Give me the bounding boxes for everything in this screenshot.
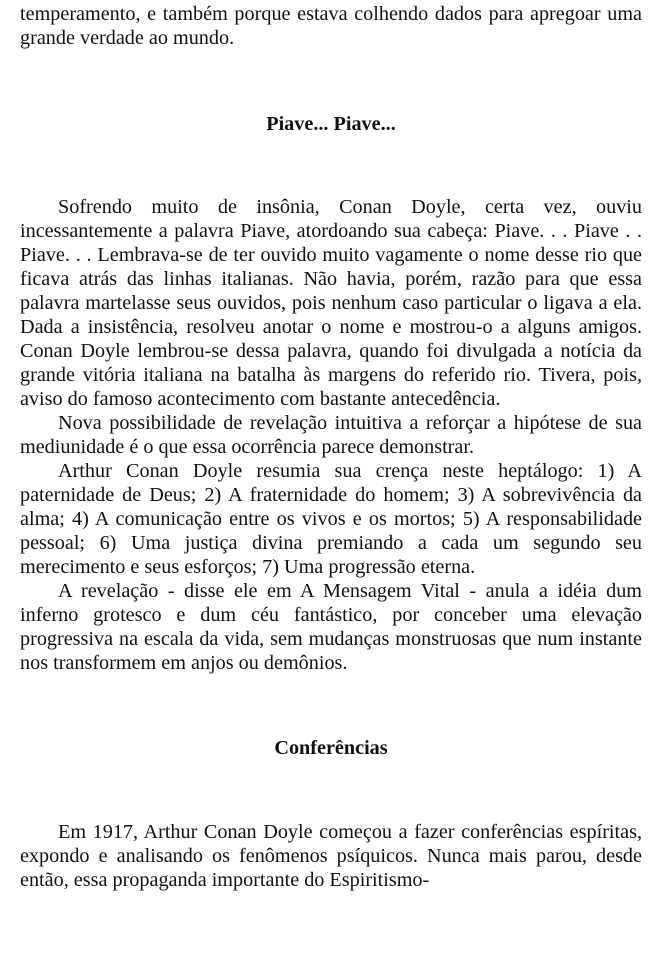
paragraph-revelation-intuitive: Nova possibilidade de revelação intuitiva a reforçar a hipótese de sua mediunidade é o que essa ocorrência parece demonstrar. (20, 412, 642, 458)
paragraph-1917-conferences: Em 1917, Arthur Conan Doyle começou a fazer conferências espíritas, expondo e analisando os fenômenos psíquicos. Nunca mais parou, desde então, essa propaganda importante do Espiritismo- (20, 821, 642, 891)
paragraph-insomnia-piave: Sofrendo muito de insônia, Conan Doyle, certa vez, ouviu incessantemente a palavra Piave, atordoando sua cabeça: Piave. . . Piave . . Piave. . . Lembrava-se de ter ouvido muito vagamente o nome desse rio que ficava atrás das linhas italianas. Não havia, porém, razão para que essa palavra martelasse seus ouvidos, pois nenhum caso particular o ligava a ela. Dada a insistência, resolveu anotar o nome e mostrou-o a alguns amigos. Conan Doyle lembrou-se dessa palavra, quando foi divulgada a notícia da grande vitória italiana na batalha às margens do referido rio. Tivera, pois, aviso do famoso acontecimento com bastante antecedência. (20, 196, 642, 410)
section-heading-conferencias: Conferências (274, 737, 388, 759)
paragraph-mensagem-vital: A revelação - disse ele em A Mensagem Vital - anula a idéia dum inferno grotesco e dum céu fantástico, por conceber uma elevação progressiva na escala da vida, sem mudanças monstruosas que num instante nos transformem em anjos ou demônios. (20, 580, 642, 674)
section-heading-piave: Piave... Piave... (266, 113, 396, 135)
document-page (20, 0, 642, 892)
intro-paragraph: temperamento, e também porque estava colhendo dados para apregoar uma grande verdade ao mundo. (20, 3, 642, 49)
paragraph-heptalogo: Arthur Conan Doyle resumia sua crença neste heptálogo: 1) A paternidade de Deus; 2) A fraternidade do homem; 3) A sobrevivência da alma; 4) A comunicação entre os vivos e os mortos; 5) A responsabilidade pessoal; 6) Uma justiça divina premiando a cada um segundo seu merecimento e seus esforços; 7) Uma progressão eterna. (20, 460, 642, 578)
